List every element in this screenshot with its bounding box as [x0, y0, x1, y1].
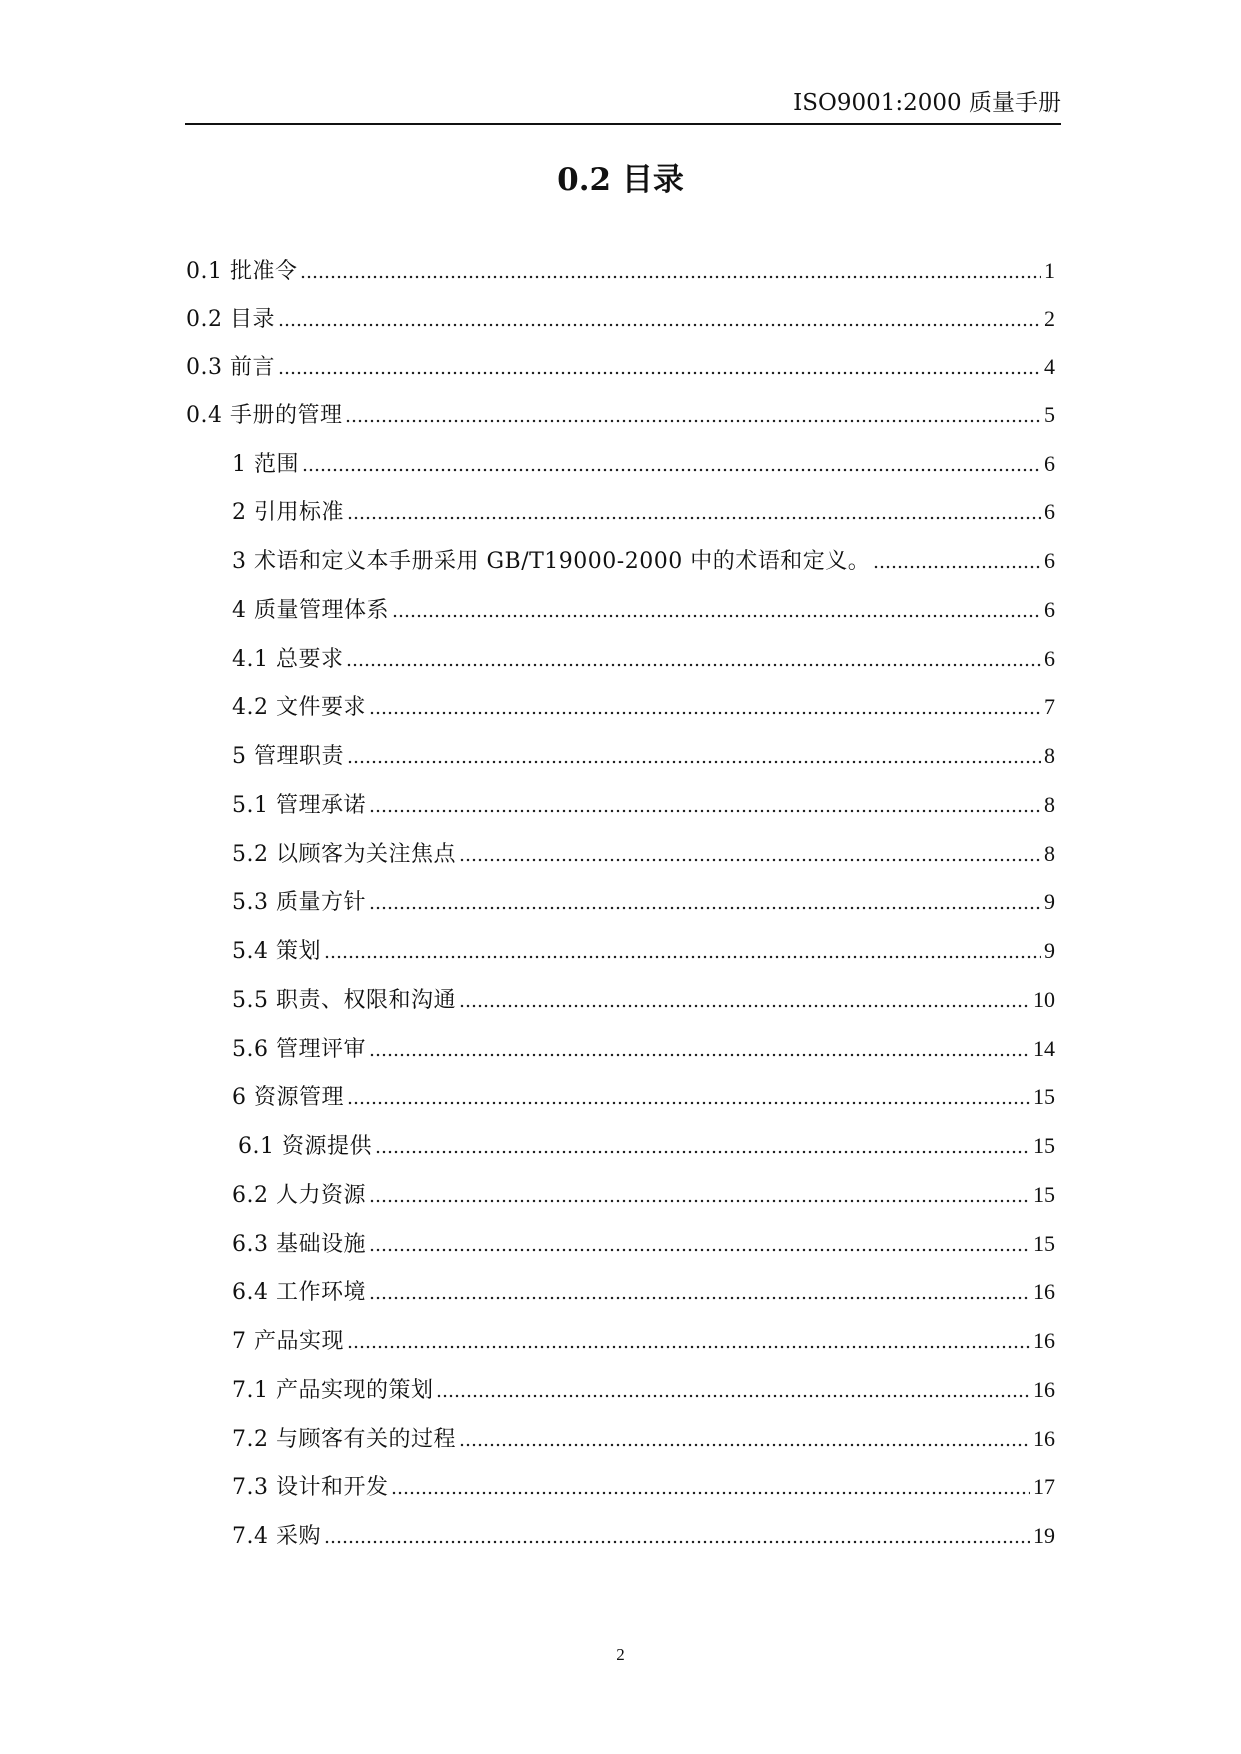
toc-entry[interactable]: [232, 691, 1055, 723]
toc-entry[interactable]: [186, 399, 1055, 431]
toc-entry[interactable]: [232, 1179, 1055, 1211]
toc-entry-title: 7.1 产品实现的策划: [232, 1378, 434, 1403]
toc-entry-page: 9: [1044, 938, 1055, 963]
toc-dot-leader: [300, 275, 1041, 279]
toc-entry-title: 7.4 采购: [232, 1524, 321, 1549]
toc-entry-title: 5.2 以顾客为关注焦点: [232, 842, 456, 867]
header-title: ISO9001:2000 质量手册: [793, 90, 1061, 116]
toc-dot-leader: [392, 614, 1041, 618]
toc-entry[interactable]: [232, 1276, 1055, 1308]
toc-entry-title: 4 质量管理体系: [232, 598, 389, 623]
toc-entry-page: 6: [1044, 548, 1055, 573]
toc-entry[interactable]: [232, 935, 1055, 967]
toc-entry[interactable]: [232, 1374, 1055, 1406]
toc-entry-page: 16: [1033, 1377, 1055, 1402]
toc-dot-leader: [324, 955, 1041, 959]
toc-entry-title: 6.3 基础设施: [232, 1232, 366, 1257]
toc-dot-leader: [436, 1394, 1030, 1398]
toc-dot-leader: [369, 906, 1041, 910]
toc-entry[interactable]: [232, 838, 1055, 870]
toc-entry-title: 5.4 策划: [232, 939, 321, 964]
toc-entry[interactable]: [232, 448, 1055, 480]
page-number: 2: [616, 1645, 625, 1664]
toc-dot-leader: [324, 1540, 1030, 1544]
toc-entry-page: 15: [1033, 1182, 1055, 1207]
toc-entry[interactable]: [186, 351, 1055, 383]
toc-entry-page: 6: [1044, 451, 1055, 476]
toc-dot-leader: [369, 1199, 1030, 1203]
toc-entry-page: 16: [1033, 1426, 1055, 1451]
toc-dot-leader: [345, 419, 1041, 423]
toc-entry-title: 5 管理职责: [232, 744, 344, 769]
toc-dot-leader: [459, 858, 1041, 862]
toc-entry-title: 0.3 前言: [186, 355, 275, 380]
toc-entry-page: 9: [1044, 889, 1055, 914]
toc-dot-leader: [459, 1004, 1030, 1008]
toc-entry[interactable]: [232, 1081, 1055, 1113]
toc-entry[interactable]: [186, 303, 1055, 335]
toc-dot-leader: [346, 663, 1041, 667]
toc-entry-title: 0.4 手册的管理: [186, 403, 343, 428]
toc-dot-leader: [278, 371, 1041, 375]
toc-dot-leader: [369, 1053, 1030, 1057]
toc-entry-page: 15: [1033, 1084, 1055, 1109]
toc-entry[interactable]: [232, 1471, 1055, 1503]
toc-entry-page: 6: [1044, 597, 1055, 622]
toc-dot-leader: [347, 760, 1041, 764]
toc-entry[interactable]: [186, 255, 1055, 287]
toc-entry-page: 4: [1044, 354, 1055, 379]
toc-entry[interactable]: [232, 594, 1055, 626]
toc-dot-leader: [369, 809, 1041, 813]
toc-entry-title: 5.5 职责、权限和沟通: [232, 988, 456, 1013]
toc-entry-page: 16: [1033, 1279, 1055, 1304]
page-header: [185, 85, 1061, 125]
toc-entry[interactable]: [232, 984, 1055, 1016]
toc-dot-leader: [369, 711, 1041, 715]
toc-dot-leader: [375, 1150, 1030, 1154]
toc-entry[interactable]: [232, 545, 1055, 577]
toc-entry[interactable]: [232, 740, 1055, 772]
toc-entry[interactable]: [232, 789, 1055, 821]
toc-entry-title: 6.2 人力资源: [232, 1183, 366, 1208]
toc-entry-title: 6 资源管理: [232, 1085, 344, 1110]
toc-entry-title: 4.2 文件要求: [232, 695, 366, 720]
toc-entry[interactable]: [232, 496, 1055, 528]
page-title: 0.2 目录: [557, 162, 684, 198]
toc-entry-title: 6.4 工作环境: [232, 1280, 366, 1305]
toc-entry-page: 6: [1044, 646, 1055, 671]
toc-dot-leader: [391, 1491, 1030, 1495]
toc-entry[interactable]: [232, 1228, 1055, 1260]
toc-entry-page: 15: [1033, 1231, 1055, 1256]
toc-entry-page: 2: [1044, 306, 1055, 331]
toc-dot-leader: [347, 516, 1041, 520]
toc-entry[interactable]: [238, 1130, 1055, 1162]
toc-entry-page: 7: [1044, 694, 1055, 719]
toc-entry-title: 0.1 批准令: [186, 259, 298, 284]
toc-entry-title: 6.1 资源提供: [238, 1134, 372, 1159]
toc-entry-page: 1: [1044, 258, 1055, 283]
toc-entry-page: 5: [1044, 402, 1055, 427]
toc-entry-title: 7.3 设计和开发: [232, 1475, 389, 1500]
toc-entry-page: 19: [1033, 1523, 1055, 1548]
toc-entry-title: 0.2 目录: [186, 307, 275, 332]
toc-entry-page: 17: [1033, 1474, 1055, 1499]
toc-entry-title: 5.1 管理承诺: [232, 793, 366, 818]
toc-entry[interactable]: [232, 1520, 1055, 1552]
toc-entry-page: 16: [1033, 1328, 1055, 1353]
toc-dot-leader: [369, 1296, 1030, 1300]
toc-entry[interactable]: [232, 886, 1055, 918]
toc-entry-title: 4.1 总要求: [232, 647, 344, 672]
toc-entry-page: 14: [1033, 1036, 1055, 1061]
toc-entry[interactable]: [232, 643, 1055, 675]
toc-dot-leader: [278, 323, 1041, 327]
toc-entry-title: 1 范围: [232, 452, 299, 477]
toc-entry-title: 7 产品实现: [232, 1329, 344, 1354]
toc-entry-title: 5.6 管理评审: [232, 1037, 366, 1062]
toc-entry[interactable]: [232, 1033, 1055, 1065]
toc-entry-title: 7.2 与顾客有关的过程: [232, 1427, 456, 1452]
toc-entry-page: 8: [1044, 841, 1055, 866]
toc-entry[interactable]: [232, 1423, 1055, 1455]
toc-entry-page: 10: [1033, 987, 1055, 1012]
toc-entry-page: 6: [1044, 499, 1055, 524]
toc-dot-leader: [369, 1248, 1030, 1252]
toc-dot-leader: [347, 1101, 1030, 1105]
toc-entry-page: 15: [1033, 1133, 1055, 1158]
toc-dot-leader: [302, 468, 1041, 472]
toc-dot-leader: [873, 565, 1041, 569]
toc-entry-title: 2 引用标准: [232, 500, 344, 525]
toc-entry-page: 8: [1044, 743, 1055, 768]
toc-entry-title: 5.3 质量方针: [232, 890, 366, 915]
toc-dot-leader: [347, 1345, 1030, 1349]
toc-dot-leader: [459, 1443, 1030, 1447]
toc-entry-title: 3 术语和定义本手册采用 GB/T19000-2000 中的术语和定义。: [232, 549, 871, 574]
toc-entry-page: 8: [1044, 792, 1055, 817]
toc-entry[interactable]: [232, 1325, 1055, 1357]
